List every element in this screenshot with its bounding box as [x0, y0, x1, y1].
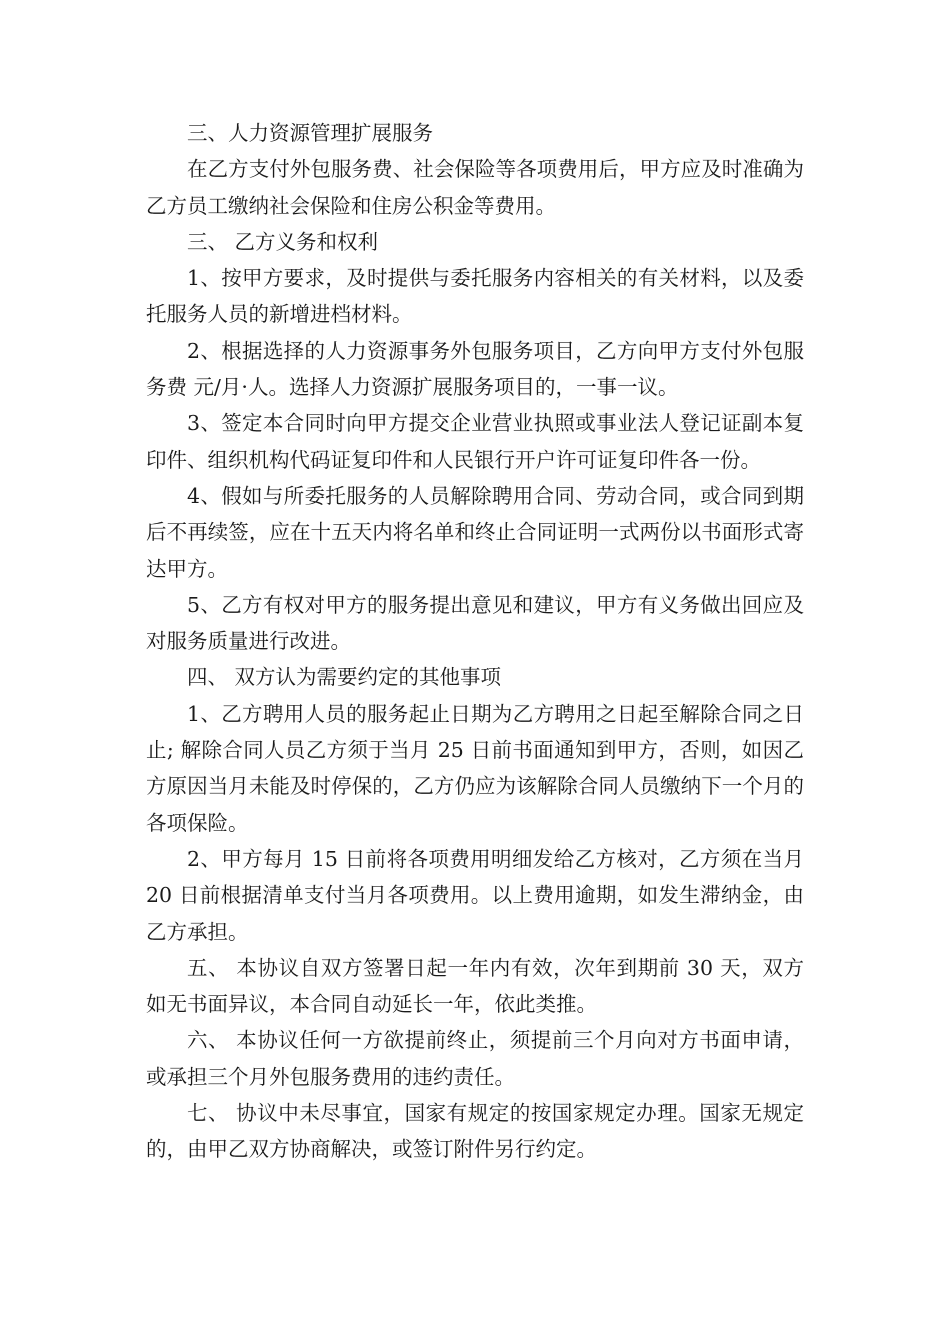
- paragraph: 五、 本协议自双方签署日起一年内有效，次年到期前 30 天，双方如无书面异议，本合同自动延长一年，依此类推。: [146, 955, 804, 1017]
- paragraph: 5、乙方有权对甲方的服务提出意见和建议，甲方有义务做出回应及对服务质量进行改进。: [146, 592, 804, 654]
- paragraph: 六、 本协议任何一方欲提前终止，须提前三个月向对方书面申请，或承担三个月外包服务费用的违约责任。: [146, 1028, 804, 1089]
- section-heading: 三、 乙方义务和权利: [187, 229, 379, 254]
- paragraph: 4、假如与所委托服务的人员解除聘用合同、劳动合同，或合同到期后不再续签，应在十五天内将名单和终止合同证明一式两份以书面形式寄达甲方。: [146, 483, 804, 581]
- paragraph: 2、甲方每月 15 日前将各项费用明细发给乙方核对，乙方须在当月 20 日前根据清单支付当月各项费用。以上费用逾期，如发生滞纳金，由乙方承担。: [146, 846, 804, 944]
- paragraph: 1、按甲方要求，及时提供与委托服务内容相关的有关材料，以及委托服务人员的新增进档材料。: [146, 266, 804, 327]
- section-heading: 四、 双方认为需要约定的其他事项: [187, 665, 502, 690]
- paragraph: 七、 协议中未尽事宜，国家有规定的按国家规定办理。国家无规定的，由甲乙双方协商解决，或签订附件另行约定。: [146, 1101, 804, 1162]
- paragraph: 在乙方支付外包服务费、社会保险等各项费用后，甲方应及时准确为乙方员工缴纳社会保险和住房公积金等费用。: [146, 157, 804, 218]
- paragraph: 3、签定本合同时向甲方提交企业营业执照或事业法人登记证副本复印件、组织机构代码证复印件和人民银行开户许可证复印件各一份。: [146, 411, 804, 472]
- section-heading: 三、人力资源管理扩展服务: [187, 121, 433, 145]
- paragraph: 1、乙方聘用人员的服务起止日期为乙方聘用之日起至解除合同之日止; 解除合同人员乙方须于当月 25 日前书面通知到甲方，否则，如因乙方原因当月未能及时停保的，乙方仍应为该解除合同人员缴纳下一个月的各项保险。: [146, 701, 804, 835]
- paragraph: 2、根据选择的人力资源事务外包服务项目，乙方向甲方支付外包服务费 元/月·人。选择人力资源扩展服务项目的，一事一议。: [146, 338, 804, 400]
